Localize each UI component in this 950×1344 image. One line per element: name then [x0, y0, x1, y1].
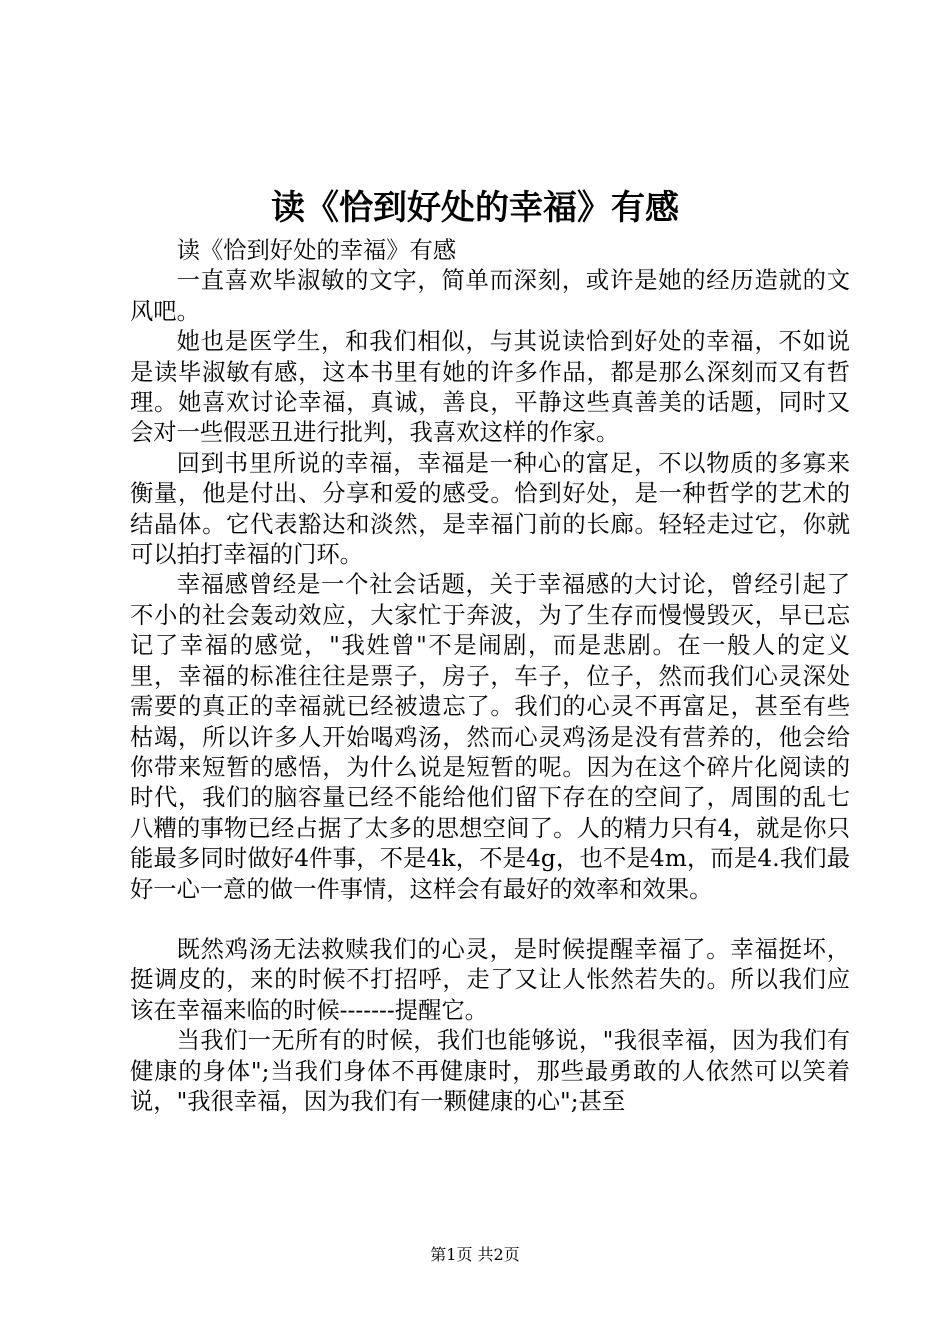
- page-number-footer: 第1页 共2页: [430, 1245, 520, 1264]
- paragraph-1: 一直喜欢毕淑敏的文字，简单而深刻，或许是她的经历造就的文风吧。: [130, 267, 850, 325]
- paragraph-subtitle: 读《恰到好处的幸福》有感: [176, 237, 457, 264]
- paragraph-6: 当我们一无所有的时候，我们也能够说，"我很幸福，因为我们有健康的身体";当我们身体不再健康时，那些最勇敢的人依然可以笑着说，"我很幸福，因为我们有一颗健康的心";甚至: [130, 1027, 850, 1115]
- paragraph-3: 回到书里所说的幸福，幸福是一种心的富足，不以物质的多寡来衡量，他是付出、分享和爱的感受。恰到好处，是一种哲学的艺术的结晶体。它代表豁达和淡然，是幸福门前的长廊。轻轻走过它，你就可以拍打幸福的门环。: [130, 449, 850, 569]
- paragraph-5: 既然鸡汤无法救赎我们的心灵，是时候提醒幸福了。幸福挺坏，挺调皮的，来的时候不打招呼，走了又让人怅然若失的。所以我们应该在幸福来临的时候-------提醒它。: [130, 935, 850, 1024]
- paragraph-4: 幸福感曾经是一个社会话题，关于幸福感的大讨论，曾经引起了不小的社会轰动效应，大家忙于奔波，为了生存而慢慢毁灭，早已忘记了幸福的感觉，"我姓曾"不是闹剧，而是悲剧。在一般人的定义里，幸福的标准往往是票子，房子，车子，位子，然而我们心灵深处需要的真正的幸福就已经被遗忘了。我们的心灵不再富足，甚至有些枯竭，所以许多人开始喝鸡汤，然而心灵鸡汤是没有营养的，他会给你带来短暂的感悟，为什么说是短暂的呢。因为在这个碎片化阅读的时代，我们的脑容量已经不能给他们留下存在的空间了，周围的乱七八糟的事物已经占据了太多的思想空间了。人的精力只有4，就是你只能最多同时做好4件事，不是4k，不是4g，也不是4m，而是4.我们最好一心一意的做一件事情，这样会有最好的效率和效果。: [130, 571, 850, 903]
- document-title: 读《恰到好处的幸福》有感: [271, 188, 679, 228]
- document-body: [130, 236, 850, 1117]
- paragraph-2: 她也是医学生，和我们相似，与其说读恰到好处的幸福，不如说是读毕淑敏有感，这本书里有她的许多作品，都是那么深刻而又有哲理。她喜欢讨论幸福，真诚，善良，平静这些真善美的话题，同时又会对一些假恶丑进行批判，我喜欢这样的作家。: [130, 328, 850, 447]
